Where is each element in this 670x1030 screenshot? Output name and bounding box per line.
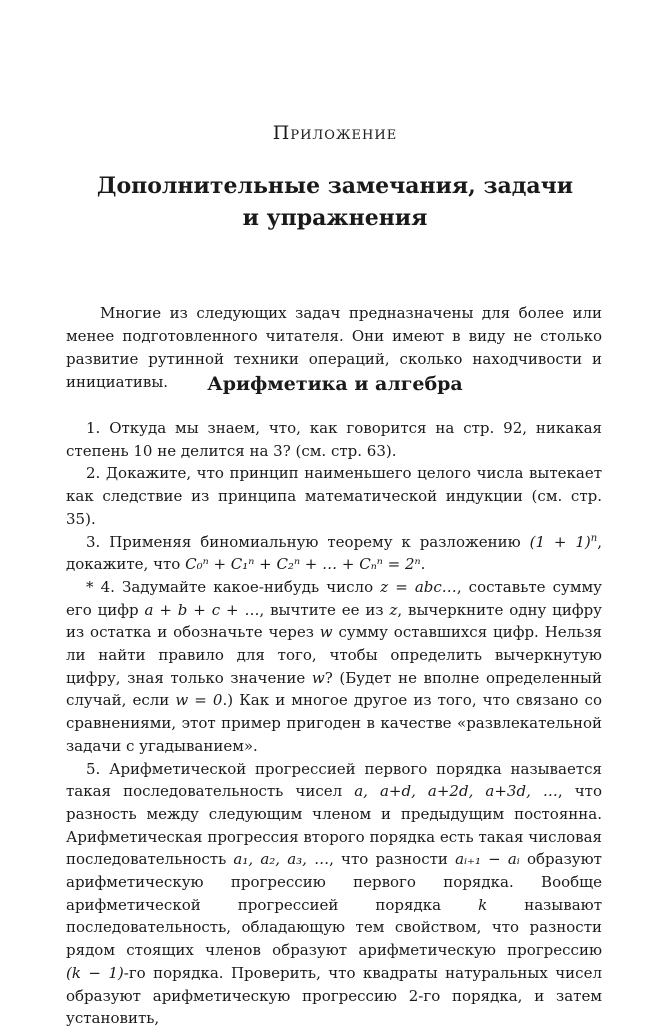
problem-5: 5. Арифметической прогрессией первого порядка называется такая последовательность чисел a, a+d, a+2d, a+3d, …, что разность между следующим членом и предыдущим постоянна. Арифметическая прогрессия второго порядка есть такая числовая последовательность a₁, a₂, a₃, …, что разности aᵢ₊₁ − aᵢ образуют арифметическую прогрессию первого порядка. Вообще арифметической прогрессией порядка k называют последовательность, обладающую тем свойством, что разности рядом стоящих членов образуют арифметическую прогрессию (k − 1)-го порядка. Проверить, что квадраты натуральных чисел образуют арифметическую прогрессию 2-го порядка, и затем установить, — [66, 759, 602, 1028]
formula: aᵢ₊₁ − aᵢ — [455, 850, 520, 869]
formula: w = 0 — [175, 691, 223, 710]
chapter-title-line2: и упражнения — [242, 205, 428, 231]
formula: w — [311, 668, 325, 687]
problem-3: 3. Применяя биномиальную теорему к разложению $(1 + 1)^n$, докажите, что C₀ⁿ + C₁ⁿ + C₂ⁿ + … + Cₙⁿ = 2ⁿ. — [66, 532, 602, 574]
intro-paragraph: Многие из следующих задач предназначены для более или менее подготовленного читателя. Они имеют в виду не столько развитие рутинной техники операций, сколько находчивости и инициативы. — [66, 304, 602, 391]
problem-1: 1. Откуда мы знаем, что, как говорится на стр. 92, никакая степень 10 не делится на 3? (см. стр. 63). — [66, 419, 602, 460]
section-heading: Арифметика и алгебра — [207, 373, 463, 395]
formula: z = abc… — [380, 577, 457, 596]
problem-4: * 4. Задумайте какое-нибудь число z = abc…, составьте сумму его цифр a + b + c + …, вычтите ее из z, вычеркните одну цифру из остатка и обозначьте через w сумму оставшихся цифр. Нельзя ли найти правило для того, чтобы определить вычеркнутую цифру, зная только значение w? (Будет не вполне определенный случай, если w = 0.) Как и многое другое из того, что связано со сравнениями, этот пример пригоден в качестве «развлекательной задачи с угадыванием». — [66, 577, 603, 755]
formula: $(1 + 1)^n$ — [529, 532, 598, 551]
problem-2: 2. Докажите, что принцип наименьшего целого числа вытекает как следствие из принципа математической индукции (см. стр. 35). — [66, 464, 602, 528]
formula: a, a+d, a+2d, a+3d, … — [354, 782, 558, 801]
appendix-heading: Приложение — [272, 122, 398, 144]
formula: (k − 1) — [66, 963, 124, 982]
formula: a + b + c + … — [144, 600, 260, 619]
chapter-title-line1: Дополнительные замечания, задачи — [96, 173, 574, 199]
formula: a₁, a₂, a₃, … — [233, 850, 330, 869]
formula: w — [319, 623, 333, 642]
problems-text — [66, 417, 602, 1030]
formula: k — [478, 895, 488, 914]
formula: z — [389, 600, 398, 619]
formula: C₀ⁿ + C₁ⁿ + C₂ⁿ + … + Cₙⁿ = 2ⁿ — [185, 555, 421, 574]
chapter-title — [0, 170, 670, 234]
